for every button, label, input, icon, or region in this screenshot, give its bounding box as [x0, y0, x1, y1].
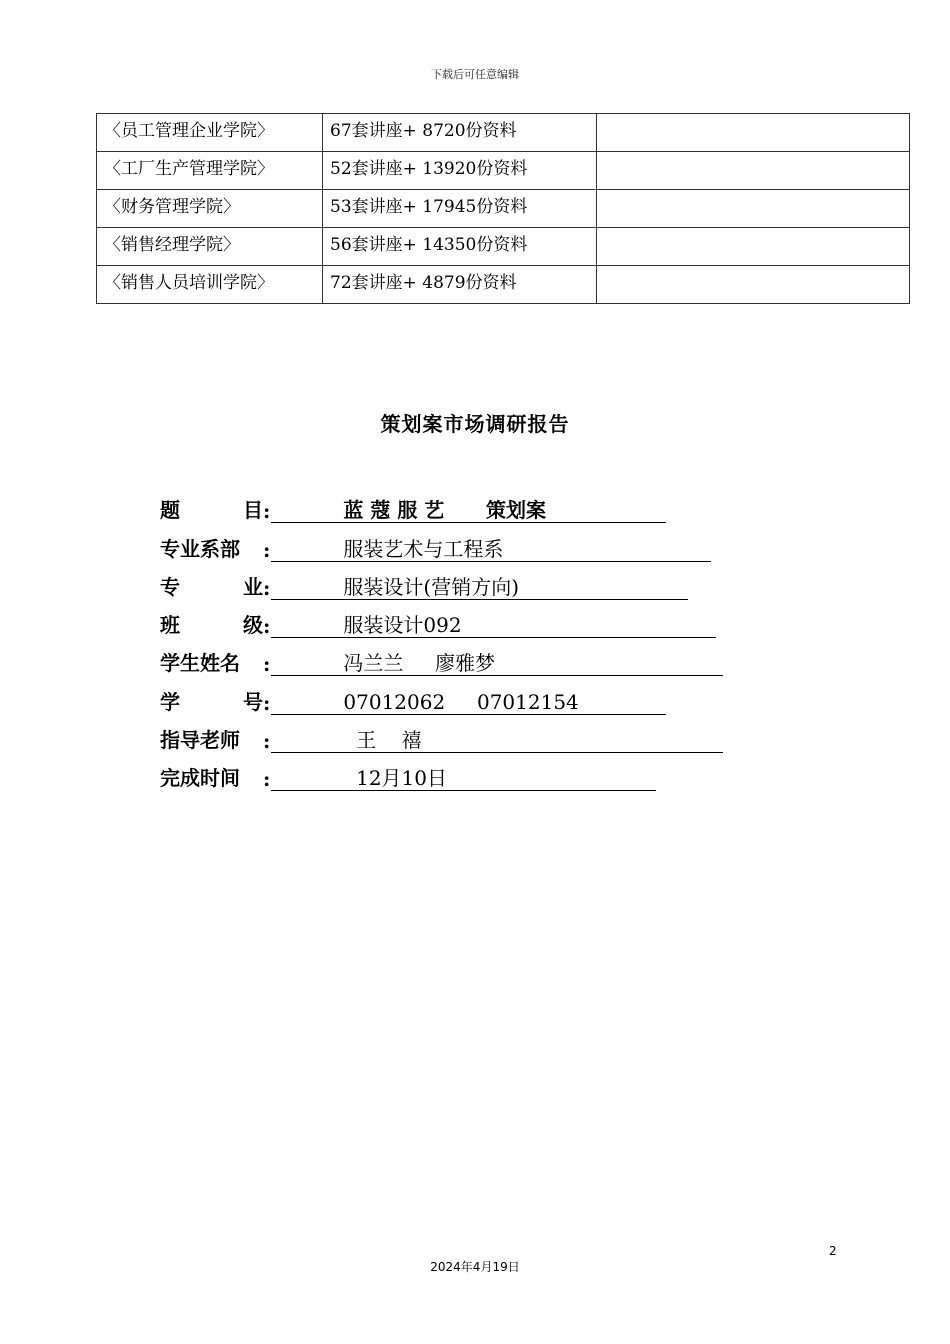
- label-char: 业: [243, 574, 263, 599]
- table-row: [97, 266, 910, 304]
- footer-date: 2024年4月19日: [430, 1260, 520, 1274]
- class-row: [160, 600, 723, 638]
- students-label: 学生姓名: [160, 651, 240, 676]
- course-name: 〈销售经理学院〉: [97, 228, 323, 266]
- topic-label-text: 题: [160, 498, 180, 523]
- students-value: 冯兰兰 廖雅梦: [271, 650, 723, 676]
- advisor-label: 指导老师: [160, 728, 240, 753]
- course-note: [597, 266, 910, 304]
- course-content: 53套讲座+ 17945份资料: [323, 190, 597, 228]
- completion-value: 12月10日: [271, 765, 656, 791]
- major-row: [160, 562, 723, 600]
- table-row: [97, 228, 910, 266]
- colon: :: [263, 652, 271, 677]
- course-table: [96, 113, 910, 304]
- completion-label: 完成时间: [160, 766, 240, 791]
- course-content: 72套讲座+ 4879份资料: [323, 266, 597, 304]
- major-label-text: 专: [160, 574, 180, 599]
- colon: :: [263, 614, 271, 639]
- colon: :: [263, 729, 271, 754]
- student-id-label-text: 学: [160, 689, 180, 714]
- topic-row: [160, 485, 723, 523]
- page-number: 2: [829, 1244, 837, 1258]
- label-char: 级: [243, 613, 263, 638]
- course-content: 52套讲座+ 13920份资料: [323, 152, 597, 190]
- course-note: [597, 190, 910, 228]
- student-id-label: [160, 686, 263, 715]
- course-content: 56套讲座+ 14350份资料: [323, 228, 597, 266]
- table-row: [97, 190, 910, 228]
- course-note: [597, 228, 910, 266]
- class-label-text: 班: [160, 613, 180, 638]
- topic-value: 蓝 蔻 服 艺 策划案: [271, 497, 666, 523]
- completion-row: [160, 753, 723, 791]
- table-row: [97, 114, 910, 152]
- department-label: 专业系部: [160, 536, 240, 561]
- class-label: [160, 609, 263, 638]
- course-note: [597, 152, 910, 190]
- department-row: [160, 523, 723, 561]
- course-name: 〈财务管理学院〉: [97, 190, 323, 228]
- colon: :: [263, 767, 271, 792]
- colon: :: [263, 575, 271, 600]
- students-row: [160, 638, 723, 676]
- department-value: 服装艺术与工程系: [271, 536, 711, 562]
- course-name: 〈工厂生产管理学院〉: [97, 152, 323, 190]
- colon: :: [263, 499, 271, 524]
- report-title: 策划案市场调研报告: [380, 412, 570, 436]
- class-value: 服装设计092: [271, 612, 716, 638]
- label-char: 目: [243, 498, 263, 523]
- cover-info: [160, 485, 723, 791]
- course-content: 67套讲座+ 8720份资料: [323, 114, 597, 152]
- label-char: 号: [243, 689, 263, 714]
- course-name: 〈销售人员培训学院〉: [97, 266, 323, 304]
- major-label: [160, 571, 263, 600]
- course-name: 〈员工管理企业学院〉: [97, 114, 323, 152]
- major-value: 服装设计(营销方向): [271, 574, 688, 600]
- advisor-row: [160, 715, 723, 753]
- colon: :: [263, 537, 271, 562]
- student-id-value: 07012062 07012154: [271, 689, 666, 715]
- course-note: [597, 114, 910, 152]
- table-row: [97, 152, 910, 190]
- colon: :: [263, 690, 271, 715]
- advisor-value: 王 禧: [271, 727, 723, 753]
- topic-label: [160, 494, 263, 523]
- header-note: 下载后可任意编辑: [431, 68, 519, 81]
- student-id-row: [160, 676, 723, 714]
